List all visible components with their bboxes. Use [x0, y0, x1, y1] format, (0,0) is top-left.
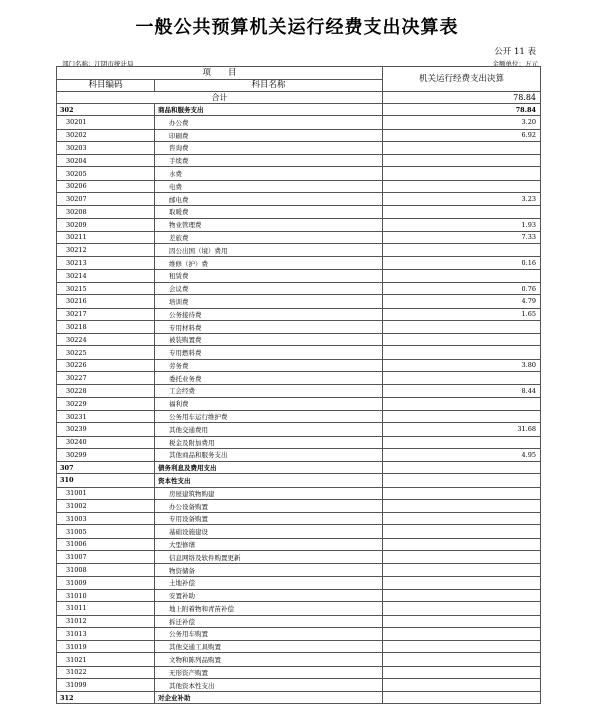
row-name: 公务用车运行维护费: [155, 410, 383, 422]
row-name: 信息网络及软件购置更新: [155, 551, 383, 564]
row-value: [383, 589, 541, 601]
table-row: [57, 551, 541, 564]
row-value: [383, 462, 541, 474]
row-value: [383, 410, 541, 422]
row-value: 3.80: [383, 359, 541, 371]
row-code: 30239: [57, 423, 155, 436]
total-row: [57, 92, 541, 104]
table-row: [57, 410, 541, 422]
table-row: [57, 436, 541, 448]
row-value: 6.92: [383, 129, 541, 141]
table-row: [57, 206, 541, 218]
name-column-header: 科目名称: [155, 79, 383, 92]
row-code: 31021: [57, 653, 155, 666]
row-value: [383, 487, 541, 499]
row-value: [383, 244, 541, 257]
row-code: 31010: [57, 589, 155, 601]
total-label: 合计: [57, 92, 383, 104]
row-name: 被装购置费: [155, 334, 383, 346]
row-code: 30231: [57, 410, 155, 422]
row-value: 8.44: [383, 385, 541, 397]
row-name: 其他交通工具购置: [155, 641, 383, 653]
row-code: 31006: [57, 538, 155, 550]
table-row: [57, 346, 541, 359]
row-value: 7.33: [383, 231, 541, 243]
row-code: 30206: [57, 180, 155, 192]
row-code: 30218: [57, 320, 155, 333]
row-value: [383, 602, 541, 615]
row-value: 1.93: [383, 218, 541, 231]
row-name: 培训费: [155, 295, 383, 308]
row-value: [383, 538, 541, 550]
row-name: 办公费: [155, 116, 383, 129]
row-code: 30213: [57, 257, 155, 269]
row-value: [383, 666, 541, 678]
row-value: [383, 692, 541, 704]
table-row: [57, 462, 541, 474]
row-code: 30228: [57, 385, 155, 397]
table-row: [57, 678, 541, 691]
row-name: 土地补偿: [155, 576, 383, 589]
row-name: 专用燃料费: [155, 346, 383, 359]
row-code: 30227: [57, 371, 155, 384]
row-code: 310: [57, 474, 155, 487]
table-row: [57, 155, 541, 167]
table-row: [57, 218, 541, 231]
row-name: 公务用车购置: [155, 627, 383, 640]
row-value: 4.95: [383, 448, 541, 461]
row-code: 30214: [57, 269, 155, 282]
row-value: 31.68: [383, 423, 541, 436]
row-value: [383, 513, 541, 525]
group-header: 项 目: [57, 67, 383, 80]
row-code: 30201: [57, 116, 155, 129]
row-code: 30205: [57, 167, 155, 180]
row-code: 31005: [57, 525, 155, 538]
row-code: 30203: [57, 141, 155, 154]
table-row: [57, 397, 541, 410]
row-name: 咨询费: [155, 141, 383, 154]
amount-unit: 金额单位：万元: [492, 60, 538, 68]
row-value: [383, 525, 541, 538]
row-code: 31013: [57, 627, 155, 640]
row-name: 物业管理费: [155, 218, 383, 231]
table-row: [57, 499, 541, 512]
row-code: 31011: [57, 602, 155, 615]
row-name: 税金及附加费用: [155, 436, 383, 448]
row-code: 31007: [57, 551, 155, 564]
table-row: [57, 283, 541, 295]
row-code: 30226: [57, 359, 155, 371]
row-code: 31012: [57, 615, 155, 627]
row-code: 30299: [57, 448, 155, 461]
row-code: 307: [57, 462, 155, 474]
row-code: 312: [57, 692, 155, 704]
row-code: 30224: [57, 334, 155, 346]
row-code: 31002: [57, 499, 155, 512]
row-code: 30202: [57, 129, 155, 141]
row-code: 302: [57, 104, 155, 116]
row-code: 30204: [57, 155, 155, 167]
row-name: 地上附着物和青苗补偿: [155, 602, 383, 615]
table-row: [57, 308, 541, 320]
row-name: 专用材料费: [155, 320, 383, 333]
table-row: [57, 487, 541, 499]
row-name: 劳务费: [155, 359, 383, 371]
row-code: 30212: [57, 244, 155, 257]
row-value: [383, 155, 541, 167]
row-code: 30208: [57, 206, 155, 218]
row-code: 31008: [57, 564, 155, 576]
row-value: [383, 397, 541, 410]
table-row: [57, 180, 541, 192]
row-name: 专用设备购置: [155, 513, 383, 525]
row-value: [383, 436, 541, 448]
row-value: [383, 371, 541, 384]
row-code: 30207: [57, 192, 155, 205]
table-row: [57, 334, 541, 346]
row-name: 手续费: [155, 155, 383, 167]
table-row: [57, 589, 541, 601]
row-name: 其他交通费用: [155, 423, 383, 436]
row-value: [383, 180, 541, 192]
row-name: 印刷费: [155, 129, 383, 141]
table-row: [57, 320, 541, 333]
table-row: [57, 641, 541, 653]
table-row: [57, 576, 541, 589]
table-row: [57, 231, 541, 243]
row-value: 78.84: [383, 104, 541, 116]
row-name: 会议费: [155, 283, 383, 295]
row-code: 30216: [57, 295, 155, 308]
table-row: [57, 129, 541, 141]
row-code: 31003: [57, 513, 155, 525]
row-value: [383, 269, 541, 282]
table-row: [57, 371, 541, 384]
row-code: 31001: [57, 487, 155, 499]
report-title: 一般公共预算机关运行经费支出决算表: [135, 17, 459, 38]
table-row: [57, 692, 541, 704]
row-value: [383, 334, 541, 346]
row-name: 安置补助: [155, 589, 383, 601]
table-row: [57, 627, 541, 640]
table-row: [57, 257, 541, 269]
row-name: 商品和服务支出: [155, 104, 383, 116]
row-value: [383, 564, 541, 576]
row-value: 0.16: [383, 257, 541, 269]
row-value: [383, 167, 541, 180]
row-value: [383, 615, 541, 627]
table-row: [57, 192, 541, 205]
row-name: 债务利息及费用支出: [155, 462, 383, 474]
row-name: 水费: [155, 167, 383, 180]
row-code: 30229: [57, 397, 155, 410]
expenditure-table: [56, 66, 541, 704]
row-name: 办公设备购置: [155, 499, 383, 512]
table-row: [57, 615, 541, 627]
row-name: 因公出国（境）费用: [155, 244, 383, 257]
table-row: [57, 167, 541, 180]
row-value: 3.20: [383, 116, 541, 129]
row-code: 31022: [57, 666, 155, 678]
table-row: [57, 666, 541, 678]
row-name: 电费: [155, 180, 383, 192]
row-name: 差旅费: [155, 231, 383, 243]
table-row: [57, 448, 541, 461]
row-value: [383, 551, 541, 564]
row-value: [383, 576, 541, 589]
row-name: 对企业补助: [155, 692, 383, 704]
row-code: 30240: [57, 436, 155, 448]
row-name: 其他商品和服务支出: [155, 448, 383, 461]
row-name: 工会经费: [155, 385, 383, 397]
table-row: [57, 141, 541, 154]
row-name: 基础设施建设: [155, 525, 383, 538]
table-row: [57, 116, 541, 129]
row-value: [383, 206, 541, 218]
row-name: 取暖费: [155, 206, 383, 218]
table-row: [57, 474, 541, 487]
row-name: 无形资产购置: [155, 666, 383, 678]
row-value: 0.76: [383, 283, 541, 295]
table-row: [57, 653, 541, 666]
row-name: 文物和陈列品购置: [155, 653, 383, 666]
row-name: 福利费: [155, 397, 383, 410]
row-name: 维修（护）费: [155, 257, 383, 269]
form-number: 公开 11 表: [494, 47, 536, 57]
row-name: 租赁费: [155, 269, 383, 282]
row-value: [383, 320, 541, 333]
row-name: 大型修缮: [155, 538, 383, 550]
row-name: 其他资本性支出: [155, 678, 383, 691]
row-name: 公务接待费: [155, 308, 383, 320]
row-value: 1.65: [383, 308, 541, 320]
table-row: [57, 104, 541, 116]
table-row: [57, 513, 541, 525]
row-code: 30211: [57, 231, 155, 243]
row-code: 30209: [57, 218, 155, 231]
table-row: [57, 564, 541, 576]
row-code: 30217: [57, 308, 155, 320]
row-code: 31019: [57, 641, 155, 653]
row-name: 物资储备: [155, 564, 383, 576]
row-code: 30225: [57, 346, 155, 359]
row-name: 资本性支出: [155, 474, 383, 487]
row-name: 委托业务费: [155, 371, 383, 384]
table-row: [57, 269, 541, 282]
amount-column-header: 机关运行经费支出决算: [383, 67, 541, 92]
row-value: [383, 641, 541, 653]
row-value: [383, 346, 541, 359]
table-row: [57, 538, 541, 550]
table-header-row: [57, 67, 541, 80]
table-row: [57, 295, 541, 308]
row-value: [383, 499, 541, 512]
row-code: 30215: [57, 283, 155, 295]
row-name: 拆迁补偿: [155, 615, 383, 627]
row-value: 3.23: [383, 192, 541, 205]
row-code: 31009: [57, 576, 155, 589]
row-value: [383, 678, 541, 691]
row-value: [383, 141, 541, 154]
code-column-header: 科目编码: [57, 79, 155, 92]
table-row: [57, 602, 541, 615]
table-row: [57, 525, 541, 538]
row-value: 4.79: [383, 295, 541, 308]
table-row: [57, 359, 541, 371]
department-name: 部门名称：江阴市统计局: [62, 60, 134, 68]
row-value: [383, 474, 541, 487]
row-name: 房屋建筑物购建: [155, 487, 383, 499]
row-value: [383, 653, 541, 666]
table-row: [57, 423, 541, 436]
table-row: [57, 244, 541, 257]
row-value: [383, 627, 541, 640]
row-code: 31099: [57, 678, 155, 691]
row-name: 邮电费: [155, 192, 383, 205]
total-value: 78.84: [383, 92, 541, 104]
table-row: [57, 385, 541, 397]
